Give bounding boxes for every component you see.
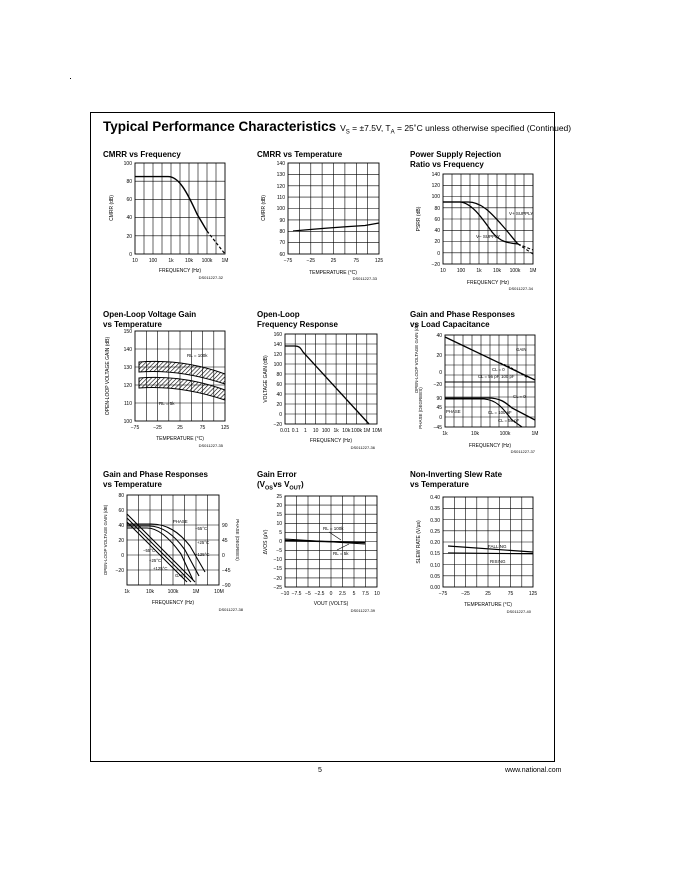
x-tick: 125 [528,591,538,597]
y-tick: 130 [276,172,285,178]
x-tick: 1k [442,431,448,437]
x-tick: 1k [124,589,130,595]
curve-label: −55°C [143,548,156,553]
y-tick: 60 [279,252,285,258]
y-tick: −20 [115,568,124,574]
y-tick: 120 [273,352,282,358]
y-tick: 15 [276,512,282,518]
figure-code: DS011227-33 [352,276,377,281]
y-axis-label: OPEN-LOOP VOLTAGE GAIN (dB) [414,322,419,394]
curve-label: +125°C [195,552,210,557]
y-tick: 80 [276,372,282,378]
section-conditions: $V_S = \pm 7.5V$, $T_A$ = 25˚C unless otherwise specified (Continued) [340,123,572,136]
y-tick: 0 [439,370,442,376]
x-axis-label: FREQUENCY (Hz) [466,280,510,286]
x-tick: 1k [476,268,482,274]
curve-label: CL = 56 pF [498,418,520,423]
y-tick: −5 [276,548,282,554]
x-tick: 1k [168,258,174,264]
x-axis-label: FREQUENCY (Hz) [158,268,202,274]
y-tick: 100 [273,362,282,368]
curve-label: CL = 100 pF [488,410,512,415]
y-tick: 130 [123,365,132,371]
y-tick: 10 [276,521,282,527]
x-tick: 1M [531,431,539,437]
plot-grid [443,174,533,264]
y-tick: 100 [123,419,132,425]
x-tick: −7.5 [291,591,302,597]
x-tick: 100k [167,589,179,595]
figure-code: DS011227-38 [218,607,243,612]
y-tick: 40 [436,333,442,339]
y-axis-label-phase: PHASE (DEGREES) [235,519,240,561]
y-tick-phase: 0 [439,415,442,421]
chart-ol-frequency-response [245,328,395,450]
y-tick: 140 [123,347,132,353]
y-axis-label: VOLTAGE GAIN (dB) [263,355,269,403]
y-tick: 40 [276,392,282,398]
y-tick: 140 [276,161,285,167]
y-tick: −15 [273,566,282,572]
chart-title-gain-phase-cl: Gain and Phase Responses vs Load Capacitance [410,310,515,329]
footer-url[interactable]: www.national.com [505,767,562,774]
y-tick: 140 [273,342,282,348]
curve-label: V+ SUPPLY [509,211,534,216]
y-tick: 0.35 [430,506,440,512]
stray-dot [70,78,71,79]
curve-label: RL = 5k [333,551,349,556]
x-tick: −25 [306,258,316,264]
y-tick: 160 [273,332,282,338]
x-tick: 0.1 [291,428,299,434]
y-tick: 60 [434,217,440,223]
y-tick: 25 [276,494,282,500]
y-tick: 40 [126,215,132,221]
chart-slew-rate-vs-temperature [400,492,550,622]
x-tick: 10 [440,268,446,274]
x-tick: 100k [499,431,511,437]
x-tick: 10M [214,589,224,595]
x-tick: 75 [507,591,514,597]
y-tick-phase: 45 [436,405,442,411]
x-axis-label: VOUT (VOLTS) [313,601,349,607]
x-tick: −75 [130,425,140,431]
y-tick: 120 [276,184,285,190]
y-tick: 20 [276,503,282,509]
y-tick: 80 [279,229,285,235]
x-tick: −25 [153,425,162,431]
x-tick: 5 [352,591,356,597]
chart-gain-error [245,492,395,622]
section-header [103,118,571,136]
curve-label: PHASE [173,519,188,524]
x-tick: 1 [304,428,307,434]
page-number: 5 [318,767,322,774]
y-tick: −20 [273,422,282,428]
x-tick: 10 [374,591,380,597]
x-tick: 1M [529,268,537,274]
x-tick: 10M [372,428,382,434]
y-tick: −10 [273,557,282,563]
x-tick: 75 [199,425,206,431]
y-tick: 0.00 [430,585,440,591]
curve-label: +25°C [197,540,210,545]
chart-title-ol-freq: Open-Loop Frequency Response [257,310,338,329]
chart-cmrr-vs-temperature [245,158,395,288]
x-tick: −75 [438,591,448,597]
x-tick: 100k [201,258,213,264]
chart-title-cmrr-temp: CMRR vs Temperature [257,150,343,159]
y-axis-label: CMRR (dB) [109,195,115,221]
y-tick: 80 [434,206,440,212]
x-tick: 1M [221,258,229,264]
chart-title-gain-phase-temp: Gain and Phase Responses vs Temperature [103,470,208,489]
figure-code: DS011227-37 [510,449,535,454]
y-tick: 0.10 [430,563,440,569]
x-tick: 25 [177,425,183,431]
x-tick: 10 [132,258,138,264]
chart-olgain-vs-temperature [95,328,245,450]
chart-gain-phase-vs-temp [95,490,245,620]
curve-label: FALLING [488,544,507,549]
gain-band-5k [139,377,225,400]
y-tick: 20 [126,234,132,240]
y-tick: 70 [279,240,285,246]
figure-code: DS011227-32 [198,275,223,280]
figure-code: DS011227-40 [506,609,531,614]
x-tick: 10 [312,428,319,434]
y-tick: 80 [118,493,124,499]
x-axis-label: FREQUENCY (Hz) [151,600,195,606]
x-tick: −25 [461,591,470,597]
y-tick: 0.25 [430,529,440,535]
y-tick: 100 [276,206,285,212]
chart-psrr-vs-frequency [400,170,550,295]
y-tick: 20 [118,538,124,544]
x-axis-label: TEMPERATURE (°C) [464,602,512,608]
y-tick: 0 [121,553,124,559]
y-tick: 60 [126,197,132,203]
y-axis-label: PSRR (dB) [416,206,422,232]
y-tick-phase: −45 [222,568,231,574]
x-tick: −10 [280,591,290,597]
plot-grid [443,497,533,587]
y-tick: 60 [276,382,282,388]
figure-code: DS011227-35 [198,443,223,448]
y-tick: 20 [276,402,282,408]
x-tick: 100 [148,258,158,264]
y-tick: 5 [279,530,282,536]
y-tick-phase: 90 [222,523,228,529]
y-tick: 140 [431,172,440,178]
figure-code: DS011227-39 [350,608,375,613]
y-tick: 0.30 [430,518,440,524]
x-tick: 10k [342,428,351,434]
y-tick: 0.15 [430,551,440,557]
y-tick: 120 [123,383,132,389]
x-tick: 25 [330,258,337,264]
x-axis-label: FREQUENCY (Hz) [309,438,353,444]
x-tick: 10k [184,258,194,264]
x-tick: 2.5 [339,591,346,597]
y-tick: 100 [431,194,440,200]
chart-title-gain-error: Gain Error ($V_{OS}vs$ $V_{OUT}$) [257,470,304,492]
x-tick: 10k [470,431,480,437]
curve-label: RL = 100k [323,526,344,531]
curve-label: +125°C [153,566,168,571]
y-tick-phase: −45 [433,425,442,431]
figure-code: DS011227-36 [350,445,375,450]
chart-title-olgain-temp: Open-Loop Voltage Gain vs Temperature [103,310,197,329]
x-axis-label: TEMPERATURE (°C) [309,270,357,276]
x-tick: 0.01 [280,428,290,434]
y-axis-label: ΔVOS (μV) [263,529,269,555]
x-tick: 25 [485,591,491,597]
x-tick: 0 [329,591,333,597]
curve-label: CL = 0 [513,394,526,399]
y-tick-phase: 45 [222,538,228,544]
x-tick: 1M [363,428,371,434]
section-title: Typical Performance Characteristics [103,119,337,134]
chart-title-cmrr-freq: CMRR vs Frequency [103,150,181,159]
y-tick: 0.40 [430,495,440,501]
curve-label: PHASE [446,409,461,414]
x-tick: 10k [492,268,502,274]
y-tick-phase: 90 [436,396,442,402]
y-tick: 80 [126,179,132,185]
x-tick: 125 [374,258,384,264]
y-tick: 120 [431,183,440,189]
curve-label: −55°C [195,526,208,531]
x-tick: 125 [220,425,230,431]
y-axis-label-phase: PHASE (DEGREES) [418,387,423,429]
y-tick: 0 [129,252,132,258]
y-tick: −20 [273,576,282,582]
x-tick: 100k [509,268,521,274]
y-tick: 40 [118,523,124,529]
x-tick: −75 [283,258,293,264]
curve-label: GAIN [175,573,186,578]
curve-label: V− SUPPLY [476,234,501,239]
plot-grid [288,163,379,254]
chart-cmrr-vs-frequency [95,158,245,288]
curve-label: CL = 0 [492,367,505,372]
y-tick: 90 [279,218,285,224]
x-tick: 75 [353,258,360,264]
x-tick: −5 [305,591,311,597]
cmrr-temp-curve [293,223,379,231]
y-tick: −20 [431,262,440,268]
x-tick: 100 [321,428,331,434]
y-tick: 40 [434,228,440,234]
curve-label: RL = 5k [159,401,175,406]
y-tick: 0 [279,412,282,418]
figure-code: DS011227-34 [508,286,533,291]
y-tick: 110 [277,195,285,201]
curve-label: RL = 100k [187,353,208,358]
y-tick-phase: −90 [222,583,231,589]
y-tick: 0.05 [430,574,440,580]
y-axis-label: OPEN-LOOP VOLTAGE GAIN (dB) [105,336,111,416]
y-axis-label: OPEN-LOOP VOLTAGE GAIN (dB) [103,504,108,576]
y-tick: 0.20 [430,540,440,546]
x-tick: 1k [333,428,339,434]
x-tick: 100 [456,268,466,274]
y-axis-label: CMRR (dB) [261,195,267,221]
chart-title-slew-rate: Non-Inverting Slew Rate vs Temperature [410,470,503,489]
y-tick: 150 [123,329,132,335]
y-tick: 0 [437,251,440,257]
y-tick: 60 [118,508,124,514]
x-tick: 7.5 [362,591,369,597]
curve-label: CL = 56 pF, 100 pF [478,374,515,379]
x-axis-label: TEMPERATURE (°C) [156,436,204,442]
x-tick: 100k [351,428,363,434]
x-axis-label: FREQUENCY (Hz) [468,443,512,449]
curve-label: GAIN [516,347,527,352]
x-tick: 10k [145,589,155,595]
chart-title-psrr: Power Supply Rejection Ratio vs Frequency [410,150,502,169]
rising-curve [448,553,533,554]
y-axis-label: SLEW RATE (V/μs) [416,520,422,564]
y-tick: 20 [434,239,440,245]
x-tick: 1M [192,589,200,595]
curve-label: +25°C [149,558,162,563]
y-tick: 110 [124,401,132,407]
curve-label: RISING [490,559,506,564]
y-tick-phase: 0 [222,553,225,559]
x-tick: −2.5 [314,591,325,597]
y-tick: 20 [436,353,442,359]
y-tick: −20 [433,382,442,388]
y-tick: 0 [279,539,282,545]
y-tick: −25 [273,585,282,591]
y-tick: 100 [123,161,132,167]
chart-gain-phase-vs-load-cap [400,322,550,458]
